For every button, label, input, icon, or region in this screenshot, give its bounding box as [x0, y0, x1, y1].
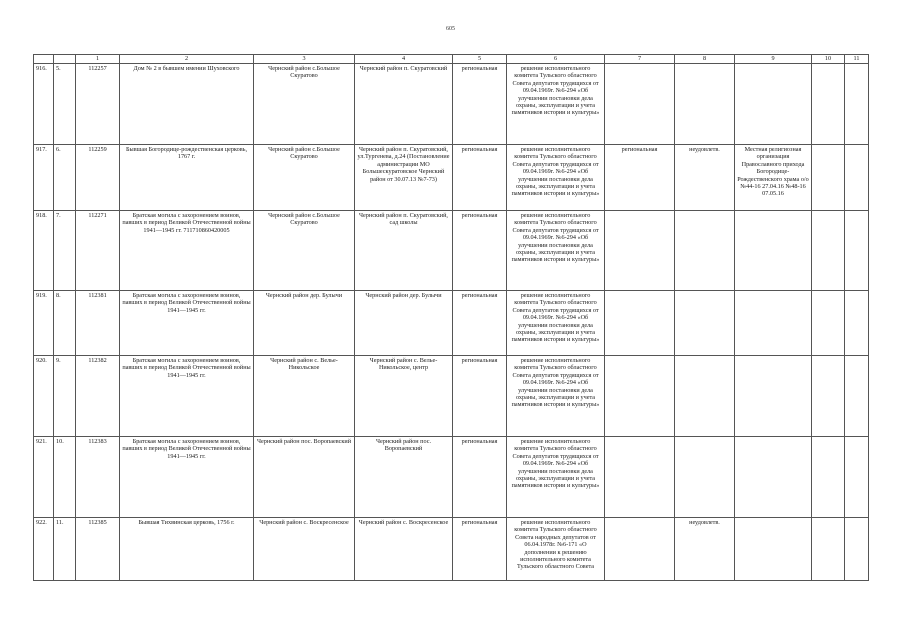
- cell-col9: [735, 437, 812, 518]
- object-address: Чернский район с. Воскресенское: [355, 518, 453, 581]
- cell-col8: неудовлетв.: [675, 145, 735, 211]
- row-sub-number: 11.: [54, 518, 76, 581]
- object-location: Чернский район дер. Булычи: [254, 291, 355, 356]
- row-number: 919.: [34, 291, 54, 356]
- object-name: Братская могила с захоронением воинов, павших в период Великой Отечественной войны 1941—1945 гг.: [120, 291, 254, 356]
- header-cell: 4: [355, 55, 453, 64]
- row-number: 918.: [34, 211, 54, 291]
- object-location: Чернский район с.Большое Скуратово: [254, 211, 355, 291]
- object-location: Чернский район с.Большое Скуратово: [254, 64, 355, 145]
- cell-col11: [845, 356, 869, 437]
- object-category: региональная: [453, 291, 507, 356]
- row-number: 916.: [34, 64, 54, 145]
- object-address: Чернский район п. Скуратовский: [355, 64, 453, 145]
- header-cell: [34, 55, 54, 64]
- cell-col8: [675, 211, 735, 291]
- header-cell: 3: [254, 55, 355, 64]
- header-cell: 1: [76, 55, 120, 64]
- object-address: Чернский район п. Скуратовский, ул.Тургенева, д.24 (Постановление администрации МО Большескуратовское Чернский район от 30.07.13 №7-73): [355, 145, 453, 211]
- cell-col7: [605, 437, 675, 518]
- registry-code: 112257: [76, 64, 120, 145]
- protection-decision: решение исполнительного комитета Тульского областного Совета депутатов трудящихся от 09.04.1969г. №6-294 «Об улучшении постановки дела охраны, эксплуатации и учета памятников истории и культуры»: [507, 437, 605, 518]
- header-cell: 5: [453, 55, 507, 64]
- cell-col11: [845, 64, 869, 145]
- protection-decision-text: решение исполнительного комитета Тульского областного Совета народных депутатов от 06.04.1978г. №6-171 «О дополнении к решению исполнительного комитета Тульского областного Совета: [514, 519, 597, 571]
- protection-decision: решение исполнительного комитета Тульского областного Совета депутатов трудящихся от 09.04.1969г. №6-294 «Об улучшении постановки дела охраны, эксплуатации и учета памятников истории и культуры»: [507, 356, 605, 437]
- object-category: региональная: [453, 437, 507, 518]
- cell-col7: [605, 211, 675, 291]
- cell-col10: [812, 518, 845, 581]
- cell-col10: [812, 211, 845, 291]
- object-name: Бывшая Тихвинская церковь, 1756 г.: [120, 518, 254, 581]
- header-cell: 11: [845, 55, 869, 64]
- page-number: 605: [446, 26, 455, 32]
- registry-code: 112259: [76, 145, 120, 211]
- row-sub-number: 7.: [54, 211, 76, 291]
- cell-col9: [735, 64, 812, 145]
- cell-col8: [675, 437, 735, 518]
- cell-col8: [675, 291, 735, 356]
- table-row: [34, 211, 869, 291]
- table-row: [34, 356, 869, 437]
- object-location: Чернский район с.Большое Скуратово: [254, 145, 355, 211]
- registry-code: 112385: [76, 518, 120, 581]
- cell-col10: [812, 64, 845, 145]
- cell-col10: [812, 145, 845, 211]
- protection-decision: решение исполнительного комитета Тульского областного Совета депутатов трудящихся от 09.04.1969г. №6-294 «Об улучшении постановки дела охраны, эксплуатации и учета памятников истории и культуры»: [507, 211, 605, 291]
- object-category: региональная: [453, 518, 507, 581]
- object-name: Братская могила с захоронением воинов, павших в период Великой Отечественной войны 1941—1945 гг.: [120, 437, 254, 518]
- row-number: 921.: [34, 437, 54, 518]
- protection-decision: [507, 518, 605, 581]
- row-sub-number: 10.: [54, 437, 76, 518]
- row-number: 922.: [34, 518, 54, 581]
- table-row: [34, 145, 869, 211]
- object-category: региональная: [453, 211, 507, 291]
- header-cell: 6: [507, 55, 605, 64]
- header-cell: 10: [812, 55, 845, 64]
- cell-col11: [845, 211, 869, 291]
- header-cell: 2: [120, 55, 254, 64]
- row-sub-number: 5.: [54, 64, 76, 145]
- object-address: Чернский район пос. Воропаевский: [355, 437, 453, 518]
- object-name: Дом № 2 в бывшем имении Шуховского: [120, 64, 254, 145]
- row-sub-number: 9.: [54, 356, 76, 437]
- table-row: [34, 64, 869, 145]
- heritage-registry-table: [33, 54, 869, 581]
- object-category: региональная: [453, 64, 507, 145]
- row-sub-number: 8.: [54, 291, 76, 356]
- cell-col9: [735, 518, 812, 581]
- object-location: Чернский район с. Велье-Никольское: [254, 356, 355, 437]
- object-category: региональная: [453, 145, 507, 211]
- row-number: 920.: [34, 356, 54, 437]
- header-cell: 7: [605, 55, 675, 64]
- header-cell: 8: [675, 55, 735, 64]
- cell-col7: [605, 518, 675, 581]
- cell-col7: [605, 291, 675, 356]
- cell-col8: неудовлетв.: [675, 518, 735, 581]
- table-row: [34, 291, 869, 356]
- protection-decision: решение исполнительного комитета Тульского областного Совета депутатов трудящихся от 09.04.1969г. №6-294 «Об улучшении постановки дела охраны, эксплуатации и учета памятников истории и культуры»: [507, 145, 605, 211]
- cell-col10: [812, 437, 845, 518]
- object-name: Братская могила с захоронением воинов, павших в период Великой Отечественной войны 1941—1945 гг.: [120, 356, 254, 437]
- cell-col9: [735, 291, 812, 356]
- row-number: 917.: [34, 145, 54, 211]
- table-row: [34, 437, 869, 518]
- header-cell: 9: [735, 55, 812, 64]
- cell-col11: [845, 291, 869, 356]
- row-sub-number: 6.: [54, 145, 76, 211]
- cell-col10: [812, 291, 845, 356]
- cell-col11: [845, 437, 869, 518]
- cell-col11: [845, 145, 869, 211]
- registry-code: 112383: [76, 437, 120, 518]
- cell-col7: региональная: [605, 145, 675, 211]
- table-row: [34, 518, 869, 581]
- cell-col11: [845, 518, 869, 581]
- cell-col9: [735, 356, 812, 437]
- cell-col10: [812, 356, 845, 437]
- header-cell: [54, 55, 76, 64]
- object-address: Чернский район с. Велье-Никольское, центр: [355, 356, 453, 437]
- object-location: Чернский район с. Воскресенское: [254, 518, 355, 581]
- protection-decision: решение исполнительного комитета Тульского областного Совета депутатов трудящихся от 09.04.1969г. №6-294 «Об улучшении постановки дела охраны, эксплуатации и учета памятников истории и культуры»: [507, 64, 605, 145]
- object-name: Бывшая Богородице-рождественская церковь, 1767 г.: [120, 145, 254, 211]
- registry-code: 112382: [76, 356, 120, 437]
- protection-decision: решение исполнительного комитета Тульского областного Совета депутатов трудящихся от 09.04.1969г. №6-294 «Об улучшении постановки дела охраны, эксплуатации и учета памятников истории и культуры»: [507, 291, 605, 356]
- object-address: Чернский район дер. Булычи: [355, 291, 453, 356]
- object-name: Братская могила с захоронением воинов, павших в период Великой Отечественной войны 1941—1945 гг. 711710860420005: [120, 211, 254, 291]
- cell-col8: [675, 64, 735, 145]
- registry-code: 112271: [76, 211, 120, 291]
- object-location: Чернский район пос. Воропаевский: [254, 437, 355, 518]
- header-row: [34, 55, 869, 64]
- cell-col8: [675, 356, 735, 437]
- cell-col9: Местная религиозная организация Православного прихода Богородице-Рождественского храма о/о №44-16 27.04.16 №48-16 07.05.16: [735, 145, 812, 211]
- object-address: Чернский район п. Скуратовский, сад школы: [355, 211, 453, 291]
- object-category: региональная: [453, 356, 507, 437]
- cell-col7: [605, 64, 675, 145]
- registry-code: 112381: [76, 291, 120, 356]
- cell-col9: [735, 211, 812, 291]
- cell-col7: [605, 356, 675, 437]
